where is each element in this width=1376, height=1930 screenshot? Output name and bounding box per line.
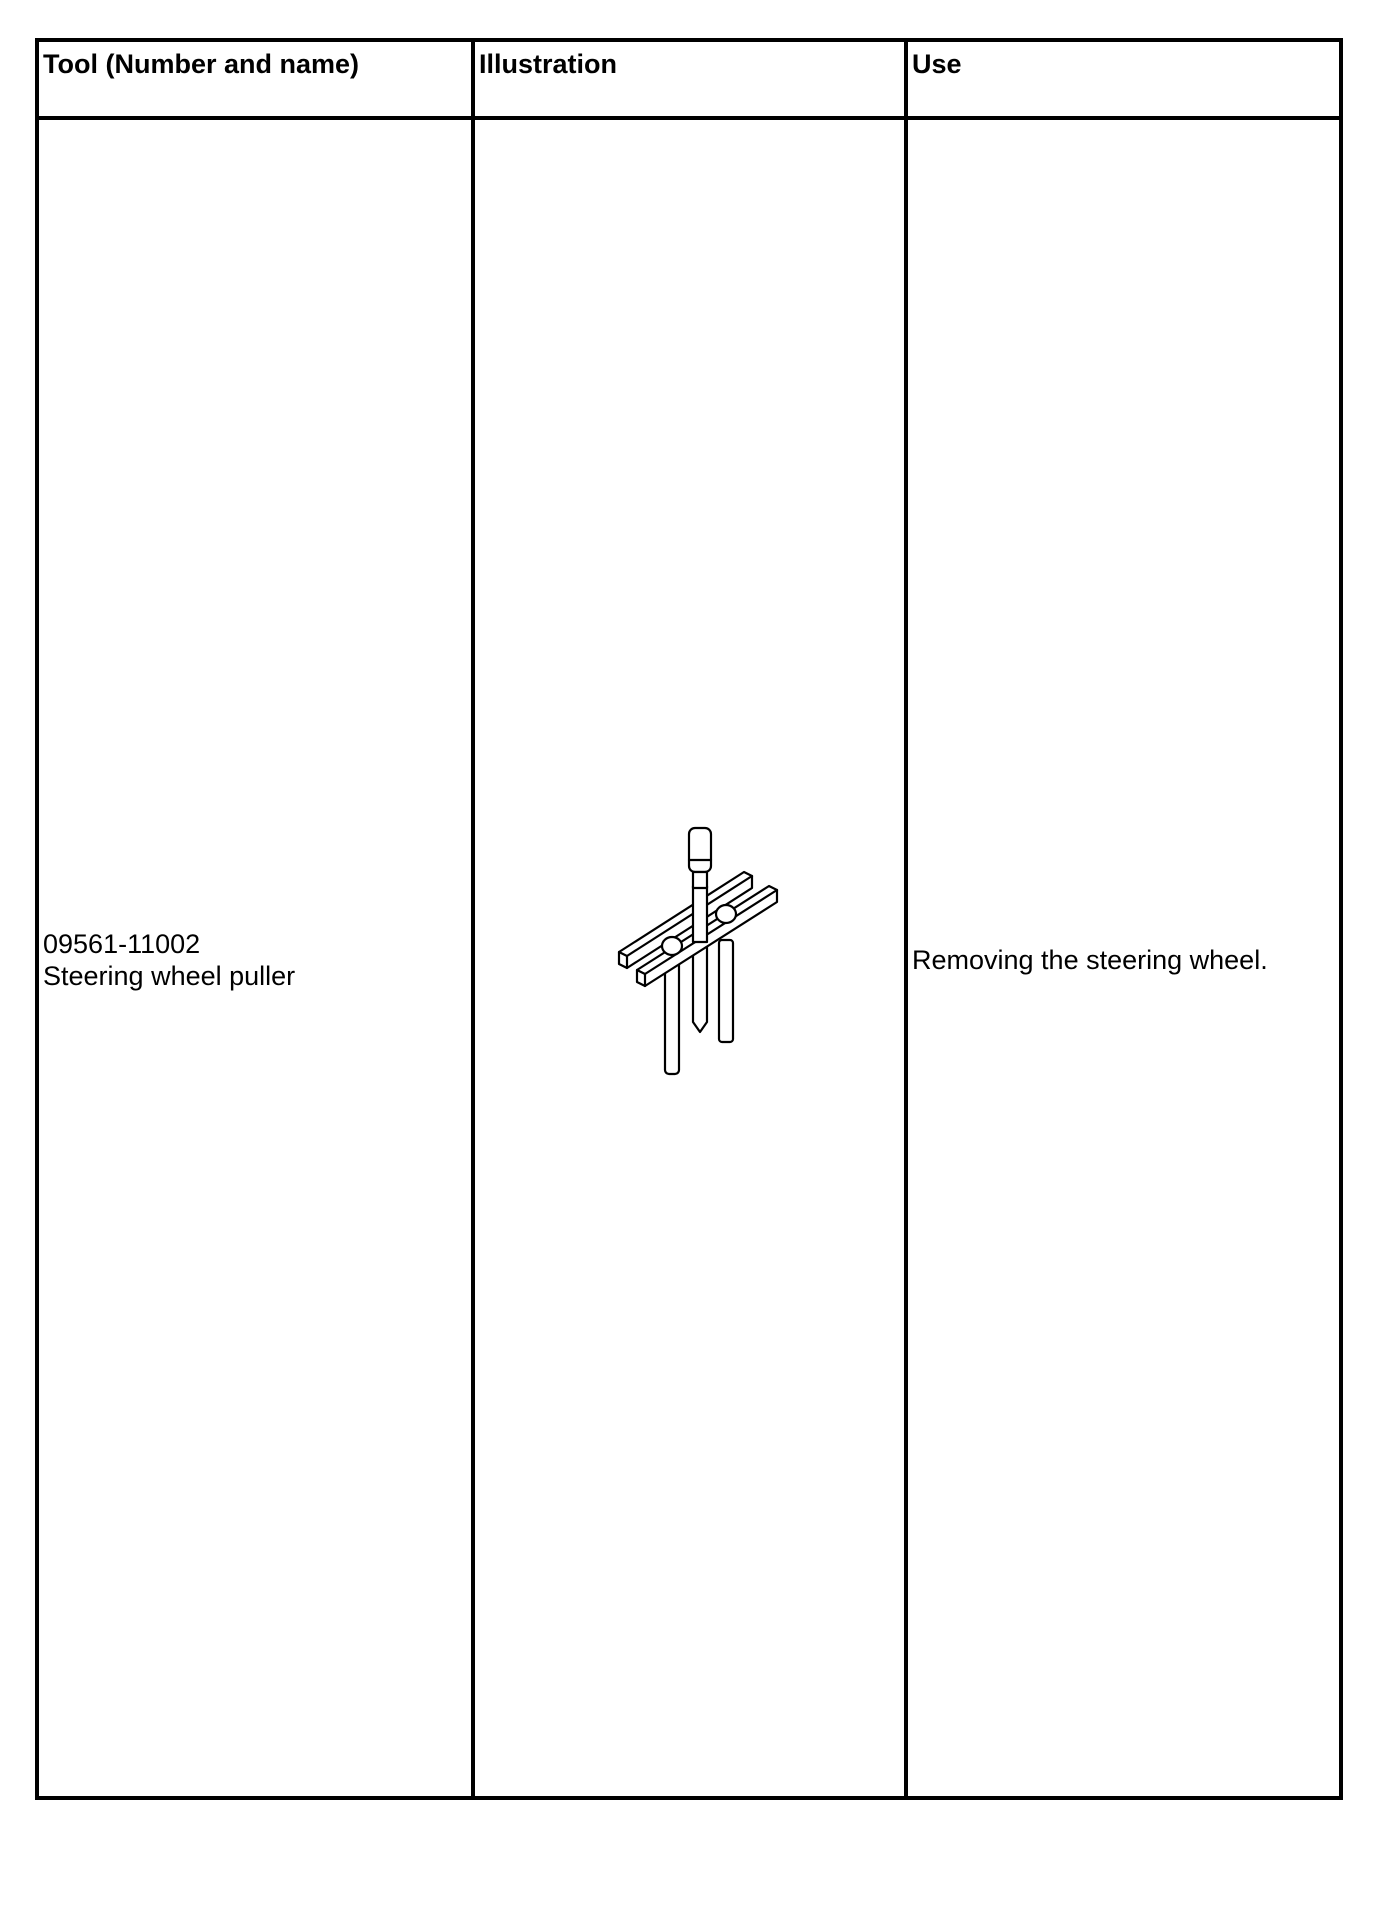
header-divider [39,116,1339,120]
tools-table [35,38,1343,1800]
header-illustration: Illustration [479,49,618,79]
header-tool: Tool (Number and name) [43,49,360,79]
steering-wheel-puller-icon [599,822,839,1092]
tool-number: 09561-11002 [43,929,201,959]
use-text: Removing the steering wheel. [912,945,1268,975]
tool-name: Steering wheel puller [43,961,296,991]
header-use: Use [912,49,962,79]
column-divider [471,42,475,1796]
column-divider [904,42,908,1796]
